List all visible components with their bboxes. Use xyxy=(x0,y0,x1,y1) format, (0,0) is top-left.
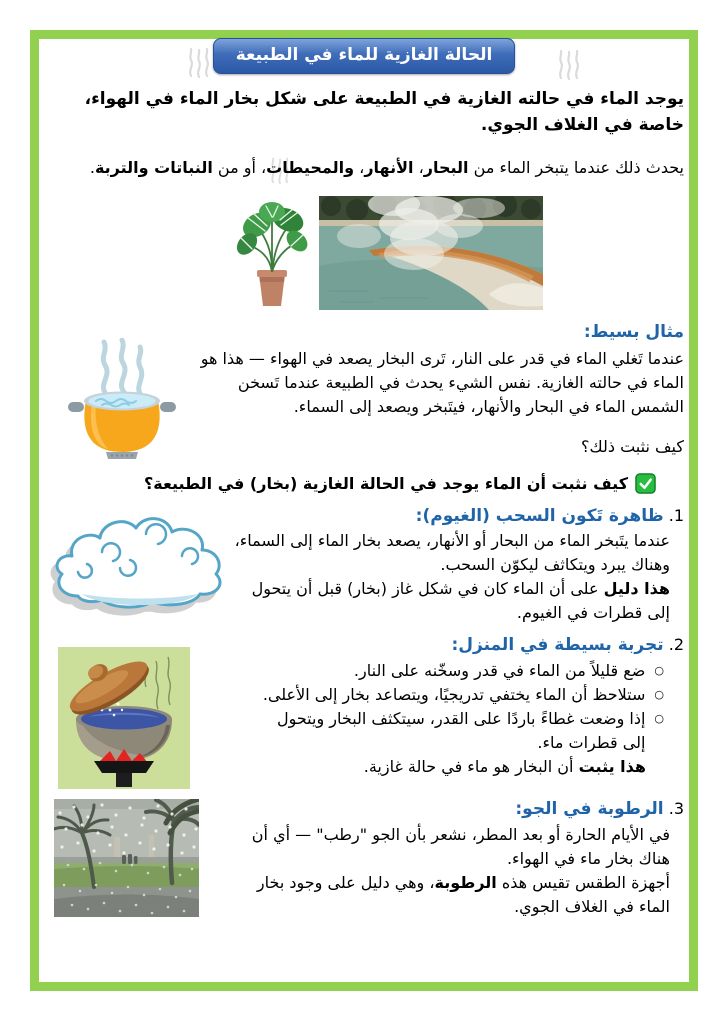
intro-mid: ، أو من xyxy=(212,157,267,177)
example-text xyxy=(192,320,684,460)
section-clouds xyxy=(44,504,684,626)
pot-on-fire-image xyxy=(58,647,190,789)
main-question: كيف نثبت أن الماء يوجد في الحالة الغازية (بخار) في الطبيعة؟ xyxy=(143,473,628,493)
section-number: 2. xyxy=(668,635,684,655)
experiment-conclusion-text: أن البخار هو ماء في حالة غازية. xyxy=(363,756,579,776)
bullet-icon: ○ xyxy=(654,711,664,725)
experiment-step xyxy=(254,683,684,707)
boiling-pot-image xyxy=(62,338,182,462)
experiment-conclusion xyxy=(254,755,684,779)
section-experiment-text xyxy=(254,633,684,779)
section-clouds-proof-bold: هذا دليل xyxy=(603,579,670,599)
humidity-body2-rest: ، وهي دليل على وجود بخار الماء في الغلاف الجوي. xyxy=(256,872,670,916)
rainy-weather-image xyxy=(54,799,199,917)
section-number: 3. xyxy=(668,799,684,819)
section-clouds-text xyxy=(232,504,684,626)
intro-line2 xyxy=(44,156,684,180)
humidity-body2-pre: أجهزة الطقس تقيس هذه xyxy=(496,872,670,892)
intro-bold-oceans: والمحيطات xyxy=(266,157,355,177)
experiment-step-text: ستلاحظ أن الماء يختفي تدريجيًا، ويتصاعد بخار إلى الأعلى. xyxy=(262,684,646,704)
section-number: 1. xyxy=(668,505,684,525)
section-heading-label: الرطوبة في الجو: xyxy=(515,799,664,820)
example-followup-question: كيف نثبت ذلك؟ xyxy=(581,437,684,457)
experiment-step xyxy=(254,707,684,755)
section-humidity-body xyxy=(222,823,684,919)
intro-sep2: ، xyxy=(354,157,365,177)
intro-lead: يوجد الماء في حالته الغازية في الطبيعة على شكل بخار الماء في الهواء، خاصة في الغلاف الجوي. xyxy=(84,89,684,136)
section-humidity-text xyxy=(222,797,684,919)
cloud-image xyxy=(50,508,228,620)
intro-bold-seas: البحار xyxy=(423,157,469,177)
section-experiment-heading xyxy=(254,633,684,659)
intro-bold-plants-soil: النباتات والتربة xyxy=(94,157,213,177)
page-title: الحالة الغازية للماء في الطبيعة xyxy=(213,38,516,74)
hot-spring-image xyxy=(319,196,543,310)
intro-bold-rivers: الأنهار xyxy=(364,157,414,177)
humidity-body1: في الأيام الحارة أو بعد المطر، نشعر بأن الجو "رطب" — أي أن هناك بخار ماء في الهواء. xyxy=(251,824,670,868)
bullet-icon: ○ xyxy=(654,663,664,677)
experiment-step-text: إذا وضعت غطاءً باردًا على القدر، سيتكثف البخار ويتحول إلى قطرات ماء. xyxy=(276,708,646,752)
section-clouds-body1: عندما يتَبخر الماء من البحار أو الأنهار، يصعد بخار الماء إلى السماء، وهناك يبرد ويتكاثف ليكوّن السحب. xyxy=(234,531,670,575)
title-row xyxy=(44,36,684,80)
section-clouds-body2: على أن الماء كان في شكل غاز (بخار) قبل أن يتحول إلى قطرات في الغيوم. xyxy=(251,579,670,623)
example-heading: مثال بسيط: xyxy=(583,321,684,342)
section-clouds-body xyxy=(232,529,684,625)
experiment-proof-bold: هذا يثبت xyxy=(578,756,646,776)
intro-line2-pre: يحدث ذلك عندما يتبخر الماء من xyxy=(468,157,684,177)
section-heading-label: ظاهرة تَكون السحب (الغيوم): xyxy=(415,505,664,526)
example-body: عندما تَغلي الماء في قدر على النار، تَرى البخار يصعد في الهواء — هذا هو الماء في حالته الغازية. نفس الشيء يحدث في الطبيعة عندما تَسخن الشمس الماء في البحار والأنهار، فيتَبخر ويصعد إلى السماء. xyxy=(200,349,684,417)
humidity-bold: الرطوبة xyxy=(434,872,497,892)
section-clouds-heading xyxy=(232,504,684,530)
section-heading-label: تجربة بسيطة في المنزل: xyxy=(451,635,664,656)
document-content xyxy=(44,36,684,919)
green-checkmark-icon xyxy=(635,473,656,494)
section-humidity-heading xyxy=(222,797,684,823)
example-section xyxy=(44,320,684,462)
section-experiment xyxy=(44,633,684,789)
photo-row xyxy=(68,196,708,310)
intro-sep1: ، xyxy=(413,157,424,177)
section-humidity xyxy=(44,797,684,919)
experiment-step-text: ضع قليلاً من الماء في قدر وسخّنه على النار. xyxy=(353,660,646,680)
bullet-icon: ○ xyxy=(654,687,664,701)
experiment-step xyxy=(254,659,684,683)
intro-end: . xyxy=(89,157,95,177)
potted-plant-image xyxy=(233,198,311,310)
main-question-row xyxy=(44,472,684,496)
